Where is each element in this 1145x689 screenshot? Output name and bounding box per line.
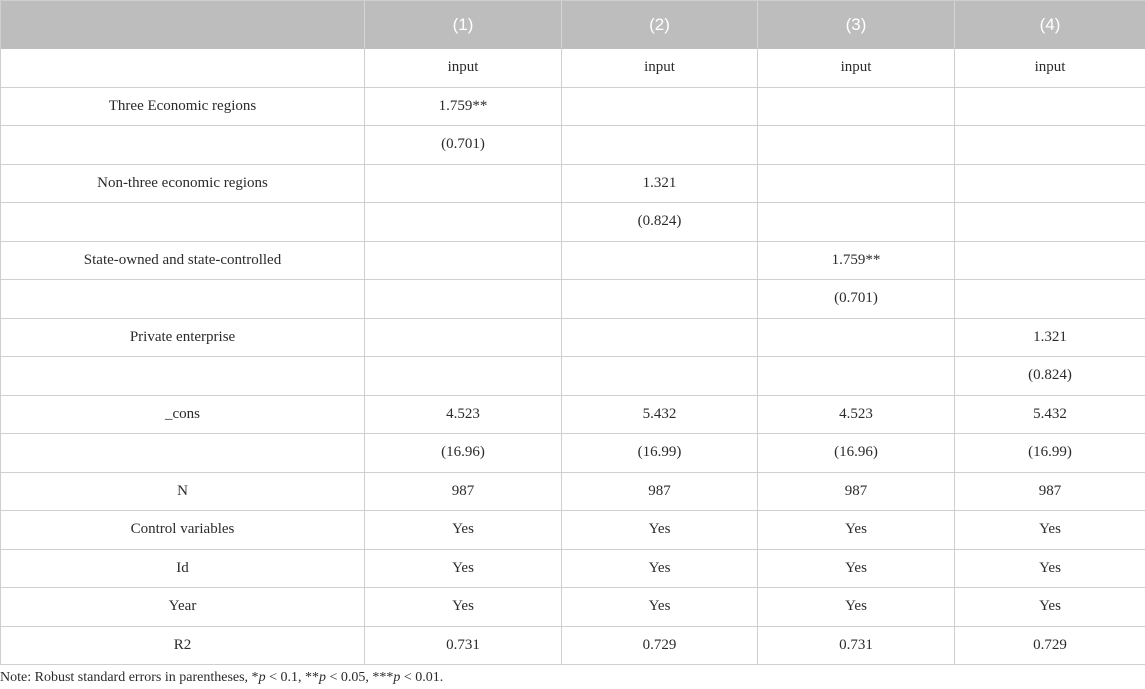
- table-cell: 0.729: [955, 627, 1145, 666]
- row-label: Private enterprise: [1, 319, 365, 358]
- table-cell: 4.523: [365, 396, 562, 435]
- note-text: < 0.05, ***: [325, 670, 394, 685]
- table-cell: Yes: [562, 550, 758, 589]
- table-cell: (0.701): [365, 126, 562, 165]
- row-label: [1, 434, 365, 473]
- table-cell: [562, 242, 758, 281]
- table-cell: (16.96): [365, 434, 562, 473]
- column-header-2: (2): [562, 1, 758, 49]
- table-cell: 5.432: [562, 396, 758, 435]
- row-label: Control variables: [1, 511, 365, 550]
- table-cell: 5.432: [955, 396, 1145, 435]
- row-label: State-owned and state-controlled: [1, 242, 365, 281]
- row-label: Non-three economic regions: [1, 165, 365, 204]
- column-header-1: (1): [365, 1, 562, 49]
- row-label: _cons: [1, 396, 365, 435]
- table-note: [0, 667, 1145, 689]
- table-cell: 0.731: [758, 627, 955, 666]
- row-label: [1, 357, 365, 396]
- table-cell: Yes: [365, 588, 562, 627]
- table-cell: 987: [758, 473, 955, 512]
- table-cell: [365, 242, 562, 281]
- table-cell: 987: [365, 473, 562, 512]
- table-cell: [955, 165, 1145, 204]
- table-cell: 0.729: [562, 627, 758, 666]
- table-cell: [365, 357, 562, 396]
- table-cell: (16.96): [758, 434, 955, 473]
- table-cell: Yes: [955, 511, 1145, 550]
- table-cell: 1.321: [562, 165, 758, 204]
- table-cell: input: [758, 49, 955, 88]
- table-cell: 0.731: [365, 627, 562, 666]
- table-cell: [365, 280, 562, 319]
- table-cell: input: [955, 49, 1145, 88]
- table-cell: [758, 88, 955, 127]
- note-text: Note: Robust standard errors in parentheses, *: [0, 670, 259, 685]
- note-p-symbol: p: [393, 670, 401, 685]
- table-cell: [365, 319, 562, 358]
- table-cell: [562, 126, 758, 165]
- table-cell: (16.99): [562, 434, 758, 473]
- table-cell: Yes: [955, 588, 1145, 627]
- table-cell: [955, 203, 1145, 242]
- row-label: [1, 49, 365, 88]
- table-cell: [955, 126, 1145, 165]
- table-cell: Yes: [758, 588, 955, 627]
- column-header-3: (3): [758, 1, 955, 49]
- table-cell: 4.523: [758, 396, 955, 435]
- note-text: < 0.01.: [400, 670, 444, 685]
- row-label: R2: [1, 627, 365, 666]
- table-cell: [562, 280, 758, 319]
- row-label: [1, 280, 365, 319]
- row-label: Id: [1, 550, 365, 589]
- table-cell: input: [365, 49, 562, 88]
- row-label: Year: [1, 588, 365, 627]
- table-cell: (0.824): [955, 357, 1145, 396]
- table-cell: Yes: [365, 511, 562, 550]
- table-cell: [758, 126, 955, 165]
- table-cell: Yes: [758, 550, 955, 589]
- table-cell: Yes: [365, 550, 562, 589]
- note-text: < 0.1, **: [265, 670, 319, 685]
- table-cell: 987: [562, 473, 758, 512]
- row-label: [1, 203, 365, 242]
- table-cell: 1.759**: [758, 242, 955, 281]
- table-cell: [955, 280, 1145, 319]
- table-cell: [758, 357, 955, 396]
- table-cell: 1.321: [955, 319, 1145, 358]
- row-label: N: [1, 473, 365, 512]
- table-cell: [562, 319, 758, 358]
- header-corner-cell: [1, 1, 365, 49]
- row-label: Three Economic regions: [1, 88, 365, 127]
- table-cell: [562, 88, 758, 127]
- column-header-4: (4): [955, 1, 1145, 49]
- note-p-symbol: p: [258, 670, 266, 685]
- table-cell: Yes: [955, 550, 1145, 589]
- table-cell: Yes: [562, 511, 758, 550]
- table-cell: 987: [955, 473, 1145, 512]
- table-cell: Yes: [758, 511, 955, 550]
- table-cell: [758, 319, 955, 358]
- table-cell: 1.759**: [365, 88, 562, 127]
- note-p-symbol: p: [318, 670, 326, 685]
- table-cell: [562, 357, 758, 396]
- table-cell: [365, 165, 562, 204]
- table-cell: [365, 203, 562, 242]
- table-cell: (0.824): [562, 203, 758, 242]
- table-cell: [955, 242, 1145, 281]
- table-cell: (0.701): [758, 280, 955, 319]
- row-label: [1, 126, 365, 165]
- table-cell: input: [562, 49, 758, 88]
- table-cell: (16.99): [955, 434, 1145, 473]
- table-cell: [758, 165, 955, 204]
- table-cell: Yes: [562, 588, 758, 627]
- table-cell: [955, 88, 1145, 127]
- table-cell: [758, 203, 955, 242]
